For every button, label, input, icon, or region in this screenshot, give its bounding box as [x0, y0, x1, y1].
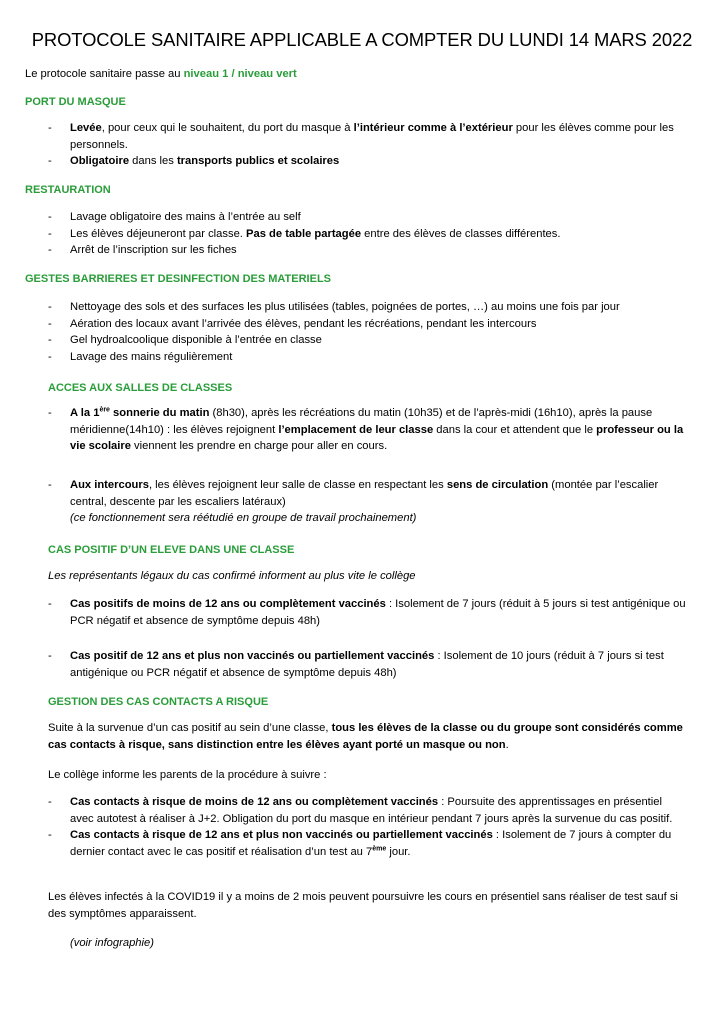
- positif-intro: Les représentants légaux du cas confirmé informent au plus vite le collège: [48, 570, 416, 582]
- list-item: - Nettoyage des sols et des surfaces les plus utilisées (tables, poignées de portes, …) au moins une fois par jour: [48, 299, 688, 316]
- contacts-paragraph-2: Le collège informe les parents de la procédure à suivre :: [48, 769, 327, 781]
- page-title: PROTOCOLE SANITAIRE APPLICABLE A COMPTER DU LUNDI 14 MARS 2022: [31, 29, 693, 50]
- list-item: - Cas contacts à risque de moins de 12 ans ou complètement vaccinés : Poursuite des apprentissages en présentiel avec autotest à réaliser à J+2. Obligation du port du masque en intérieur pendant 7 jours après la survenue du cas positif.: [48, 794, 688, 827]
- list-item: - Les élèves déjeuneront par classe. Pas de table partagée entre des élèves de classes différentes.: [48, 226, 688, 243]
- positif-list: [48, 596, 688, 629]
- list-item: - Aux intercours, les élèves rejoignent leur salle de classe en respectant les sens de circulation (montée par l’escalier central, descente par les escaliers latéraux) (ce fonctionnement sera réétudié en groupe de travail prochainement): [48, 477, 688, 527]
- intro-line: Le protocole sanitaire passe au niveau 1 / niveau vert: [25, 68, 297, 80]
- list-item: - Cas contacts à risque de 12 ans et plus non vaccinés ou partiellement vaccinés : Isolement de 7 jours à compter du dernier contact avec le cas positif et réalisation d’un test au 7ème jour.: [48, 827, 688, 860]
- list-item: - Lavage des mains régulièrement: [48, 349, 688, 366]
- masque-list: [48, 120, 688, 170]
- list-item: - Levée, pour ceux qui le souhaitent, du port du masque à l’intérieur comme à l’extérieur pour les élèves comme pour les personnels.: [48, 120, 688, 153]
- acces-list-2: [48, 477, 688, 527]
- list-item: - Cas positifs de moins de 12 ans ou complètement vaccinés : Isolement de 7 jours (réduit à 5 jours si test antigénique ou PCR négatif et absence de symptôme depuis 48h): [48, 596, 688, 629]
- list-item: - A la 1ère sonnerie du matin (8h30), après les récréations du matin (10h35) et de l’après-midi (16h10), après la pause méridienne(14h10) : les élèves rejoignent l’emplacement de leur classe dans la cour et attendent que le professeur ou la vie scolaire viennent les prendre en charge pour aller en cours.: [48, 405, 688, 455]
- note-text: (ce fonctionnement sera réétudié en groupe de travail prochainement): [70, 512, 417, 524]
- contacts-list: [48, 794, 688, 860]
- section-heading-positif: CAS POSITIF D’UN ELEVE DANS UNE CLASSE: [48, 544, 295, 556]
- section-heading-gestes: GESTES BARRIERES ET DESINFECTION DES MATERIELS: [25, 273, 331, 285]
- list-item: - Obligatoire dans les transports publics et scolaires: [48, 153, 688, 170]
- section-heading-masque: PORT DU MASQUE: [25, 96, 126, 108]
- acces-list: [48, 405, 688, 455]
- list-item: - Gel hydroalcoolique disponible à l’entrée en classe: [48, 332, 688, 349]
- list-item: - Cas positif de 12 ans et plus non vaccinés ou partiellement vaccinés : Isolement de 10 jours (réduit à 7 jours si test antigénique ou PCR négatif et absence de symptôme depuis 48h): [48, 648, 688, 681]
- list-item: - Arrêt de l’inscription sur les fiches: [48, 242, 688, 259]
- section-heading-acces: ACCES AUX SALLES DE CLASSES: [48, 382, 233, 394]
- restauration-list: [48, 209, 688, 259]
- list-item: - Aération des locaux avant l’arrivée des élèves, pendant les récréations, pendant les intercours: [48, 316, 688, 333]
- gestes-list: [48, 299, 688, 365]
- contacts-paragraph-1: Suite à la survenue d’un cas positif au sein d’une classe, tous les élèves de la classe ou du groupe sont considérés comme cas contacts à risque, sans distinction entre les élèves ayant porté un masque ou non.: [48, 722, 683, 751]
- infographie-note: (voir infographie): [70, 937, 154, 949]
- contacts-paragraph-3: Les élèves infectés à la COVID19 il y a moins de 2 mois peuvent poursuivre les cours en présentiel sans réaliser de test sauf si des symptômes apparaissent.: [48, 891, 678, 920]
- level-text: niveau 1 / niveau vert: [183, 68, 297, 80]
- section-heading-restauration: RESTAURATION: [25, 184, 111, 196]
- list-item: - Lavage obligatoire des mains à l’entrée au self: [48, 209, 688, 226]
- positif-list-2: [48, 648, 688, 681]
- section-heading-contacts: GESTION DES CAS CONTACTS A RISQUE: [48, 696, 269, 708]
